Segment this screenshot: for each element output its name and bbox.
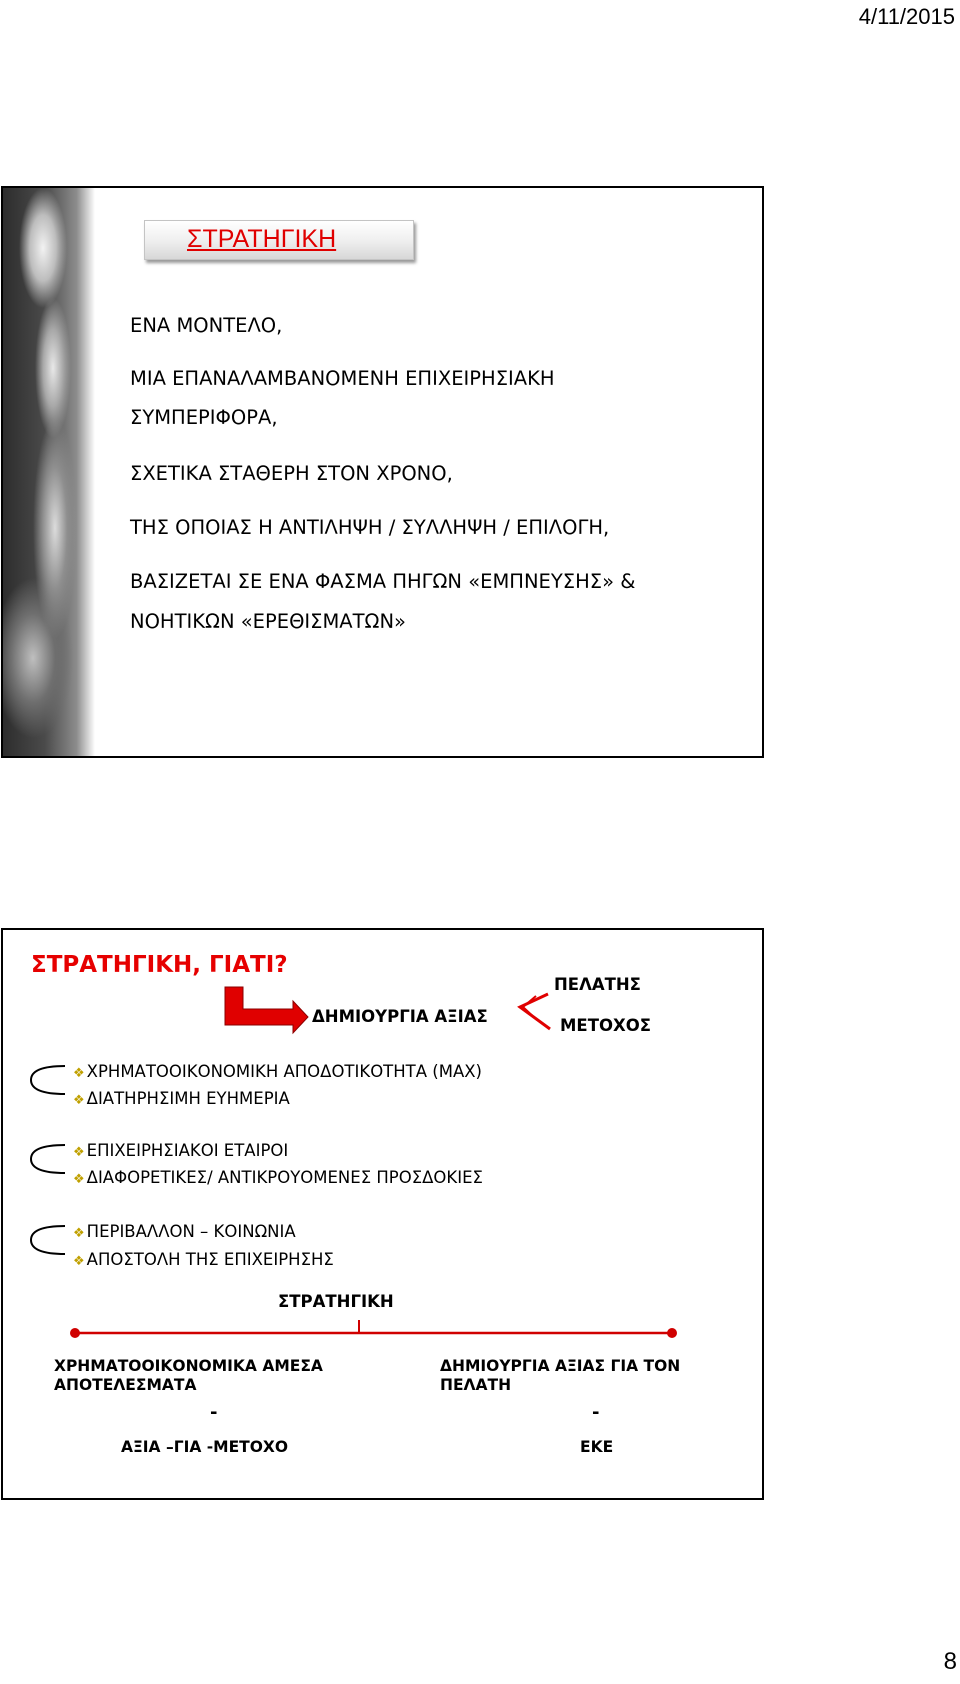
bullet-item: ❖ ΔΙΑΦΟΡΕΤΙΚΕΣ/ ΑΝΤΙΚΡΟΥΟΜΕΝΕΣ ΠΡΟΣΔΟΚΙΕΣ: [73, 1168, 483, 1187]
left-dash: -: [210, 1402, 218, 1423]
definition-line: ΤΗΣ ΟΠΟΙΑΣ Η ΑΝΤΙΛΗΨΗ / ΣΥΛΛΗΨΗ / ΕΠΙΛΟΓΗ,: [130, 516, 610, 539]
bullet-item: ❖ ΑΠΟΣΤΟΛΗ ΤΗΣ ΕΠΙΧΕΙΡΗΣΗΣ: [73, 1250, 334, 1269]
definition-line: ΜΙΑ ΕΠΑΝΑΛΑΜΒΑΝΟΜΕΝΗ ΕΠΙΧΕΙΡΗΣΙΑΚΗ: [130, 367, 555, 390]
branch-chevron-icon: [520, 994, 550, 1029]
page-number: 8: [943, 1648, 957, 1675]
bullet-item: ❖ ΔΙΑΤΗΡΗΣΙΜΗ ΕΥΗΜΕΡΙΑ: [73, 1089, 290, 1108]
definition-line: ΒΑΣΙΖΕΤΑΙ ΣΕ ΕΝΑ ΦΑΣΜΑ ΠΗΓΩΝ «ΕΜΠΝΕΥΣΗΣ» &: [130, 570, 636, 593]
shareholder-label: ΜΕΤΟΧΟΣ: [560, 1016, 651, 1035]
slide-title: ΣΤΡΑΤΗΓΙΚΗ: [187, 225, 337, 253]
slide-strategy-why: [1, 928, 764, 1500]
diamond-bullet-icon: ❖: [73, 1172, 85, 1187]
bullet-item: ❖ ΧΡΗΜΑΤΟΟΙΚΟΝΟΜΙΚΗ ΑΠΟΔΟΤΙΚΟΤΗΤΑ (ΜΑΧ): [73, 1062, 482, 1081]
diamond-bullet-icon: ❖: [73, 1254, 85, 1269]
bullet-item: ❖ ΕΠΙΧΕΙΡΗΣΙΑΚΟΙ ΕΤΑΙΡΟΙ: [73, 1141, 289, 1160]
left-outcome-line: ΑΠΟΤΕΛΕΣΜΑΤΑ: [54, 1376, 197, 1394]
left-outcome-line: ΧΡΗΜΑΤΟΟΙΚΟΝΟΜΙΚΑ ΑΜΕΣΑ: [54, 1357, 323, 1375]
definition-line: ΣΧΕΤΙΚΑ ΣΤΑΘΕΡΗ ΣΤΟΝ ΧΡΟΝΟ,: [130, 462, 453, 485]
diamond-bullet-icon: ❖: [73, 1145, 85, 1160]
csr-label: ΕΚΕ: [580, 1438, 614, 1456]
bracket-icon: [31, 1226, 65, 1254]
bracket-icon: [31, 1066, 65, 1094]
right-outcome-line: ΔΗΜΙΟΥΡΓΙΑ ΑΞΙΑΣ ΓΙΑ ΤΟΝ: [440, 1357, 681, 1375]
slide-strategy-definition: [1, 186, 764, 758]
definition-line: ΣΥΜΠΕΡΙΦΟΡΑ,: [130, 406, 278, 429]
diamond-bullet-icon: ❖: [73, 1066, 85, 1081]
slide-title-box: [144, 220, 414, 260]
definition-line: ΕΝΑ ΜΟΝΤΕΛΟ,: [130, 314, 283, 337]
page-date: 4/11/2015: [858, 4, 955, 29]
right-dash: -: [592, 1402, 600, 1423]
definition-line: ΝΟΗΤΙΚΩΝ «ΕΡΕΘΙΣΜΑΤΩΝ»: [130, 610, 406, 633]
bullet-item: ❖ ΠΕΡΙΒΑΛΛΟΝ – ΚΟΙΝΩΝΙΑ: [73, 1222, 296, 1241]
right-outcome-line: ΠΕΛΑΤΗ: [440, 1376, 512, 1394]
diamond-bullet-icon: ❖: [73, 1093, 85, 1108]
bracket-icon: [31, 1145, 65, 1173]
strategy-label: ΣΤΡΑΤΗΓΙΚΗ: [278, 1292, 394, 1311]
value-creation-label: ΔΗΜΙΟΥΡΓΙΑ ΑΞΙΑΣ: [312, 1007, 488, 1026]
timeline-left-dot: [70, 1328, 80, 1338]
slide-title: ΣΤΡΑΤΗΓΙΚΗ, ΓΙΑΤΙ?: [31, 952, 288, 978]
shareholder-value-label: ΑΞΙΑ –ΓΙΑ -ΜΕΤΟΧΟ: [121, 1438, 289, 1456]
l-arrow-icon: [225, 987, 308, 1033]
chess-photo-image: [3, 188, 95, 756]
diamond-bullet-icon: ❖: [73, 1226, 85, 1241]
customer-label: ΠΕΛΑΤΗΣ: [554, 975, 641, 994]
timeline-right-dot: [667, 1328, 677, 1338]
